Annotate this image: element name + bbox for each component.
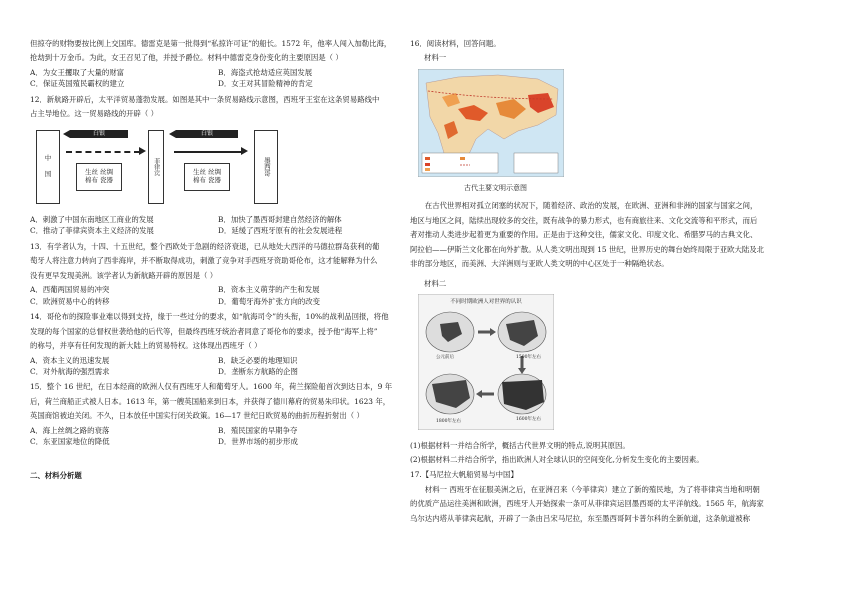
ancient-civilizations-map bbox=[418, 69, 564, 177]
map-label-3: 1600年左右 bbox=[516, 417, 541, 423]
arrow-head-right-2-icon bbox=[241, 147, 248, 155]
q13-option-c: C．欧洲贸易中心的转移 bbox=[30, 296, 110, 306]
map-label-4: 1800年左右 bbox=[436, 419, 461, 425]
q15-line-1: 15．整个 16 世纪，在日本经商的欧洲人仅有西班牙人和葡萄牙人。1600 年，荷兰探险船首次到达日本，9 年 bbox=[30, 382, 393, 392]
q15-option-b: B．殖民国家的早期争夺 bbox=[218, 425, 298, 435]
material-1-label: 材料一 bbox=[424, 53, 447, 63]
material-1-line-1: 在古代世界相对孤立闭塞的状况下，随着经济、政治的发展，在欧洲、亚洲和非洲的国家与国家之间， bbox=[424, 201, 758, 211]
q13-option-d: D．葡萄牙海外扩张方向的改变 bbox=[218, 296, 321, 306]
arrow-head-left-icon bbox=[63, 130, 70, 138]
right-column bbox=[410, 38, 828, 527]
q15-line-3: 英国商馆被迫关闭。不久，日本放任中国实行闭关政策。16—17 世纪日欧贸易的曲折历程折射出（ ） bbox=[30, 411, 364, 421]
q15-option-a: A．海上丝绸之路的衰落 bbox=[30, 425, 110, 435]
material-1-line-3: 者对推动人类进步起着更为重要的作用。正是由于这种交往，儒家文化、印度文化、希腊罗马的古典文化、 bbox=[410, 230, 758, 240]
q12-option-d: D．延缓了西班牙原有的社会发展进程 bbox=[218, 226, 343, 236]
arrow-head-left-2-icon bbox=[169, 130, 176, 138]
q13-options bbox=[30, 284, 402, 307]
q16-sub-2: (2)根据材料二并结合所学，指出欧洲人对全球认识的空间变化,分析发生变化的主要因素。 bbox=[410, 455, 704, 464]
q15-line-2: 后，荷兰商船正式被人日本。1613 年，第一艘英国船来到日本，并获得了德川幕府的贸易朱印状。1623 年， bbox=[30, 396, 391, 406]
q12-option-a: A．刺激了中国东南地区工商业的发展 bbox=[30, 214, 154, 224]
q14-option-a: A．资本主义的迅速发展 bbox=[30, 355, 110, 365]
q16-sub-1: (1)根据材料一并结合所学，概括古代世界文明的特点,说明其原因。 bbox=[410, 440, 630, 450]
material-1-line-4: 阿拉伯——伊斯兰文化都在向外扩散。从人类文明出现到 15 世纪，世界历史的舞台始终局限于亚欧大陆及北 bbox=[410, 244, 765, 254]
q11-option-b: B．海盗式抢劫适应英国发展 bbox=[218, 67, 313, 77]
q14-line-1: 14．哥伦布的探险事业难以得到支持，缘于一些过分的要求，如“航海司令”的头衔，10%的战利品回报，将他 bbox=[30, 312, 389, 322]
q12-options bbox=[30, 214, 402, 237]
q14-line-2: 发现的每个国家的总督权世袭给他的后代等，但最终西班牙统治者同意了哥伦布的要求，授予他“海军上将” bbox=[30, 326, 378, 336]
q14-options bbox=[30, 355, 402, 378]
intro-line-2: 抢劫到十万金币。为此，女王召见了他，并授予爵位。材料中德雷克身份变化的主要原因是（ ） bbox=[30, 53, 343, 63]
section-2-title: 二、材料分析题 bbox=[30, 470, 82, 480]
q14-option-c: C．对外航海的强烈需求 bbox=[30, 366, 110, 376]
q13-line-1: 13．有学者认为，十四、十五世纪，整个西欧处于急剧的经济衰退，已从地处大西洋的马德拉群岛获利的葡 bbox=[30, 241, 380, 251]
china-box: 中 国 bbox=[36, 130, 60, 204]
q17-line-1: 材料一 西班牙在征服美洲之后，在亚洲召来（今菲律宾）建立了新的殖民地，为了将菲律宾当地和明朝 bbox=[424, 484, 760, 494]
arrow-head-right-icon bbox=[139, 147, 146, 155]
world-knowledge-maps bbox=[418, 294, 554, 430]
q13-line-2: 萄牙人将注意力转向了西非海岸，并不断取得成功，刺激了竞争对手西班牙资助哥伦布，这才能解释为什么 bbox=[30, 256, 378, 266]
q14-option-d: D．垄断东方航路的企图 bbox=[218, 366, 298, 376]
material-1-line-2: 地区与地区之间，陆续出现较多的交往，既有战争的暴力形式，也有商旅往来、文化交流等和平形式，而后 bbox=[410, 215, 758, 225]
intro-line-1: 但掠夺的财物要按比例上交国库。德雷克是第一批得到“私掠许可证”的船长。1572 年，他率人闯入加勒比海， bbox=[30, 39, 392, 48]
q13-option-b: B．资本主义萌芽的产生和发展 bbox=[218, 285, 320, 295]
q11-option-a: A．为女王攫取了大量的财富 bbox=[30, 67, 125, 77]
q15-option-c: C．东亚国家地位的降低 bbox=[30, 437, 110, 447]
q14-option-b: B．缺乏必要的地理知识 bbox=[218, 355, 298, 365]
silver-arrow-right: 白银 bbox=[176, 130, 238, 138]
trade-route-diagram bbox=[36, 126, 306, 208]
silver-arrow-left: 白银 bbox=[70, 130, 128, 138]
left-column bbox=[30, 38, 402, 484]
q17-line-3: 乌尔达内塔从菲律宾起航，开辟了一条由吕宋马尼拉，东至墨西哥阿卡普尔科的全新航道，这条航道被称 bbox=[410, 513, 750, 523]
map-2-title: 不同时期欧洲人对世界的认识 bbox=[450, 299, 522, 306]
q11-options bbox=[30, 67, 402, 90]
philippines-box: 菲律宾 bbox=[148, 130, 164, 204]
q11-option-d: D．女王对其冒险精神的肯定 bbox=[218, 79, 313, 89]
dash-arrow-left bbox=[66, 151, 140, 153]
q14-line-3: 的称号，并享有任何发现的新大陆上的贸易特权。这体现出西班牙（ ） bbox=[30, 341, 262, 351]
q12-option-c: C．推动了菲律宾资本主义经济的发展 bbox=[30, 226, 154, 236]
map-1-caption: 古代主要文明示意图 bbox=[464, 184, 527, 193]
q15-options bbox=[30, 425, 402, 448]
material-2-label: 材料二 bbox=[424, 278, 447, 288]
q11-option-c: C．保证英国殖民霸权的建立 bbox=[30, 79, 125, 89]
material-1-line-5: 非的部分地区，而美洲、大洋洲则与亚欧人类文明的中心区处于一种隔绝状态。 bbox=[410, 259, 669, 269]
q13-option-a: A．西葡两国贸易的冲突 bbox=[30, 285, 110, 295]
goods-box-left: 生丝 丝绸 棉布 瓷器 bbox=[76, 163, 122, 191]
goods-box-right: 生丝 丝绸 棉布 瓷器 bbox=[184, 163, 230, 191]
solid-arrow-right bbox=[174, 151, 242, 153]
q15-option-d: D．世界市场的初步形成 bbox=[218, 437, 298, 447]
q17-heading: 17.【马尼拉大帆船贸易与中国】 bbox=[410, 470, 518, 480]
q13-line-3: 没有更早发现美洲。该学者认为新航路开辟的原因是（ ） bbox=[30, 270, 218, 280]
map-label-1: 公元前后 bbox=[436, 355, 454, 361]
q12-line-1: 12．新航路开辟后，太平洋贸易蓬勃发展。如图是其中一条贸易路线示意图，西班牙王室在这条贸易路线中 bbox=[30, 94, 380, 104]
q12-option-b: B．加快了墨西哥封建自然经济的解体 bbox=[218, 214, 342, 224]
mexico-box: 墨西哥 bbox=[254, 130, 278, 204]
q16-heading: 16．阅读材料，回答问题。 bbox=[410, 39, 501, 48]
q12-line-2: 占主导地位。这一贸易路线的开辟（ ） bbox=[30, 109, 158, 119]
map-label-2: 1500年左右 bbox=[516, 355, 541, 361]
q17-line-2: 的优质产品运往美洲和欧洲，西班牙人开始探索一条可从菲律宾运回墨西哥的太平洋航线。1565 年，航海家 bbox=[410, 499, 764, 509]
